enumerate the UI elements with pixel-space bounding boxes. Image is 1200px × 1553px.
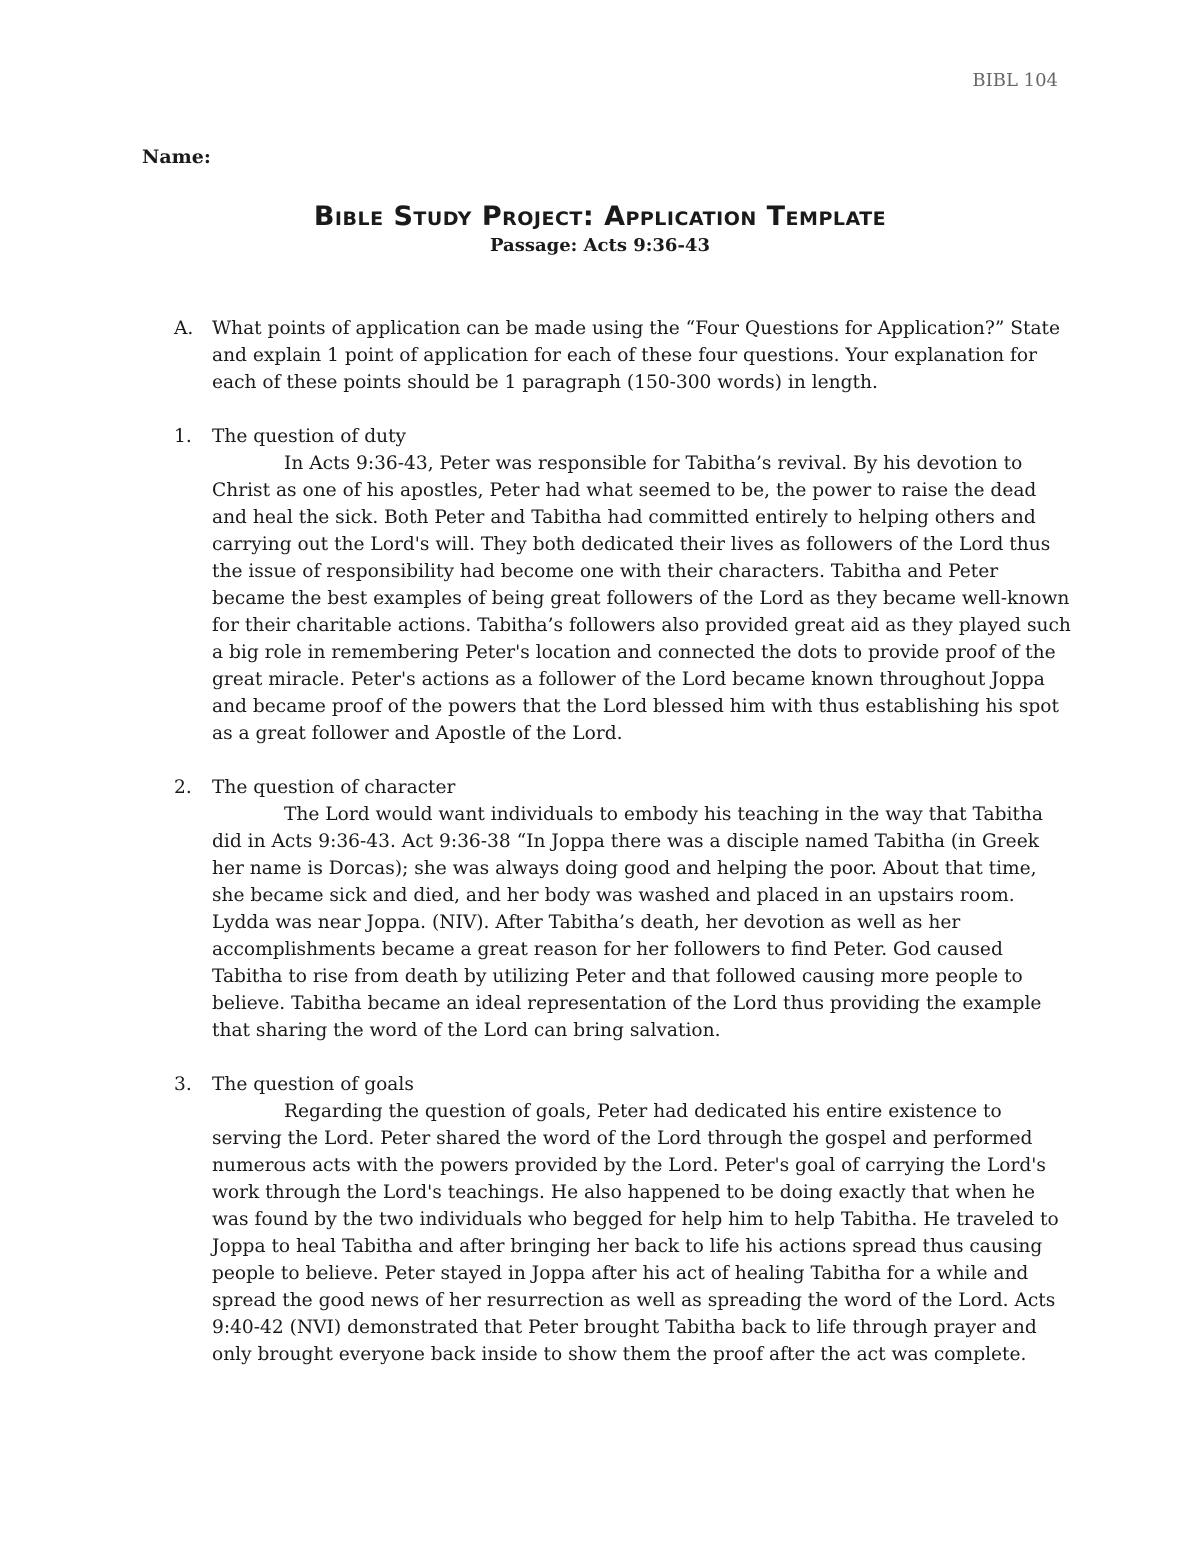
- prompt-section: [174, 315, 1072, 396]
- question-number: 2.: [174, 777, 192, 798]
- question-heading: The question of goals: [212, 1074, 414, 1095]
- question-item-duty: [174, 423, 1074, 747]
- passage-reference: Passage: Acts 9:36-43: [490, 235, 710, 256]
- question-item-character: [174, 774, 1074, 1044]
- document-title: Bible Study Project: Application Template: [313, 201, 887, 232]
- question-answer: Regarding the question of goals, Peter had dedicated his entire existence to serving the Lord. Peter shared the word of the Lord through the gospel and performed numerous acts with the powers provided by the Lord. Peter's goal of carrying the Lord's work through the Lord's teachings. He also happened to be doing exactly that when he was found by the two individuals who begged for help him to help Tabitha. He traveled to Joppa to heal Tabitha and after bringing her back to life his actions spread thus causing people to believe. Peter stayed in Joppa after his act of healing Tabitha for a while and spread the good news of her resurrection as well as spreading the word of the Lord. Acts 9:40-42 (NVI) demonstrated that Peter brought Tabitha back to life through prayer and only brought everyone back inside to show them the proof after the act was complete.: [212, 1101, 1059, 1365]
- question-answer: In Acts 9:36-43, Peter was responsible for Tabitha’s revival. By his devotion to Christ as one of his apostles, Peter had what seemed to be, the power to raise the dead and heal the sick. Both Peter and Tabitha had committed entirely to helping others and carrying out the Lord's will. They both dedicated their lives as followers of the Lord thus the issue of responsibility had become one with their characters. Tabitha and Peter became the best examples of being great followers of the Lord as they became well-known for their charitable actions. Tabitha’s followers also provided great aid as they played such a big role in remembering Peter's location and connected the dots to provide proof of the great miracle. Peter's actions as a follower of the Lord became known throughout Joppa and became proof of the powers that the Lord blessed him with thus establishing his spot as a great follower and Apostle of the Lord.: [212, 453, 1071, 744]
- questions-list: [174, 423, 1074, 1395]
- question-heading: The question of duty: [212, 426, 407, 447]
- question-heading: The question of character: [212, 777, 456, 798]
- title-block: [0, 200, 1200, 258]
- name-label: Name:: [142, 146, 211, 168]
- question-answer: The Lord would want individuals to embody his teaching in the way that Tabitha did in Acts 9:36-43. Act 9:36-38 “In Joppa there was a disciple named Tabitha (in Greek her name is Dorcas); she was always doing good and helping the poor. About that time, she became sick and died, and her body was washed and placed in an upstairs room. Lydda was near Joppa. (NIV). After Tabitha’s death, her devotion as well as her accomplishments became a great reason for her followers to find Peter. God caused Tabitha to rise from death by utilizing Peter and that followed causing more people to believe. Tabitha became an ideal representation of the Lord thus providing the example that sharing the word of the Lord can bring salvation.: [212, 804, 1043, 1041]
- prompt-marker: A.: [174, 318, 194, 339]
- course-code: BIBL 104: [972, 70, 1058, 91]
- question-item-goals: [174, 1071, 1074, 1368]
- prompt-text: What points of application can be made using the “Four Questions for Application?” State and explain 1 point of application for each of these four questions. Your explanation for each of these points should be 1 paragraph (150-300 words) in length.: [212, 318, 1061, 393]
- question-number: 1.: [174, 426, 192, 447]
- question-number: 3.: [174, 1074, 192, 1095]
